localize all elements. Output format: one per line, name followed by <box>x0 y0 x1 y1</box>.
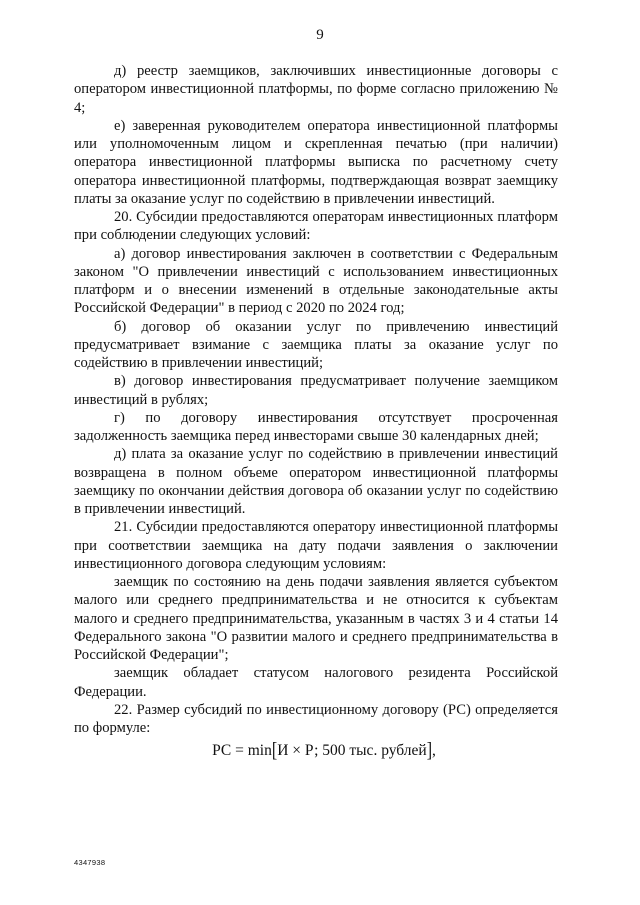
page-number: 9 <box>316 27 324 43</box>
formula-open-bracket: [ <box>271 739 278 763</box>
paragraph-20-intro: 20. Субсидии предоставляются операторам инвестиционных платформ при соблюдении следующих условий: <box>74 209 558 244</box>
formula-close-bracket: ] <box>426 739 433 763</box>
paragraph-e-statement: е) заверенная руководителем оператора инвестиционной платформы или уполномоченным лицом и скрепленная печатью (при наличии) оператора инвестиционной платформы выписка по расчетному счету оператора инвестиционной платформы, подтверждающая возврат заемщику платы за оказание услуг по содействию в привлечении инвестиций. <box>74 117 558 207</box>
formula-lhs: РС = min <box>212 742 272 760</box>
paragraph-20-v: в) договор инвестирования предусматривает получение заемщиком инвестиций в рублях; <box>74 373 558 408</box>
paragraph-20-b: б) договор об оказании услуг по привлечению инвестиций предусматривает взимание с заемщика платы за оказание услуг по содействию в привлечении инвестиций; <box>74 318 558 371</box>
formula-body: И × Р; 500 тыс. рублей <box>277 742 427 760</box>
subsidy-formula <box>74 741 558 761</box>
paragraph-21-sme: заемщик по состоянию на день подачи заявления является субъектом малого или среднего предпринимательства и не относится к субъектам малого и среднего предпринимательства, указанным в частях 3 и 4 статьи 14 Федерального закона "О развитии малого и среднего предпринимательства в Российской Федерации"; <box>74 574 558 663</box>
paragraph-21-tax-resident: заемщик обладает статусом налогового резидента Российской Федерации. <box>74 665 558 700</box>
paragraph-20-a: а) договор инвестирования заключен в соответствии с Федеральным законом "О привлечении инвестиций с использованием инвестиционных платформ и о внесении изменений в отдельные законодательные акты Российской Федерации" в период с 2020 по 2024 год; <box>74 245 558 317</box>
paragraph-20-g: г) по договору инвестирования отсутствует просроченная задолженность заемщика перед инвесторами свыше 30 календарных дней; <box>74 409 558 444</box>
paragraph-20-d: д) плата за оказание услуг по содействию в привлечении инвестиций возвращена в полном объеме оператором инвестиционной платформы заемщику по окончании действия договора об оказании услуг по содействию в привлечении инвестиций. <box>74 446 558 517</box>
formula-trailing-comma: , <box>432 742 436 760</box>
document-body <box>74 62 558 761</box>
paragraph-21-intro: 21. Субсидии предоставляются оператору инвестиционной платформы при соответствии заемщика на дату подачи заявления о заключении инвестиционного договора следующим условиям: <box>74 519 558 572</box>
paragraph-22-intro: 22. Размер субсидий по инвестиционному договору (РС) определяется по формуле: <box>74 701 558 736</box>
document-code: 4347938 <box>74 858 106 867</box>
paragraph-d-registry: д) реестр заемщиков, заключивших инвестиционные договоры с оператором инвестиционной платформы, по форме согласно приложению № 4; <box>74 63 558 116</box>
